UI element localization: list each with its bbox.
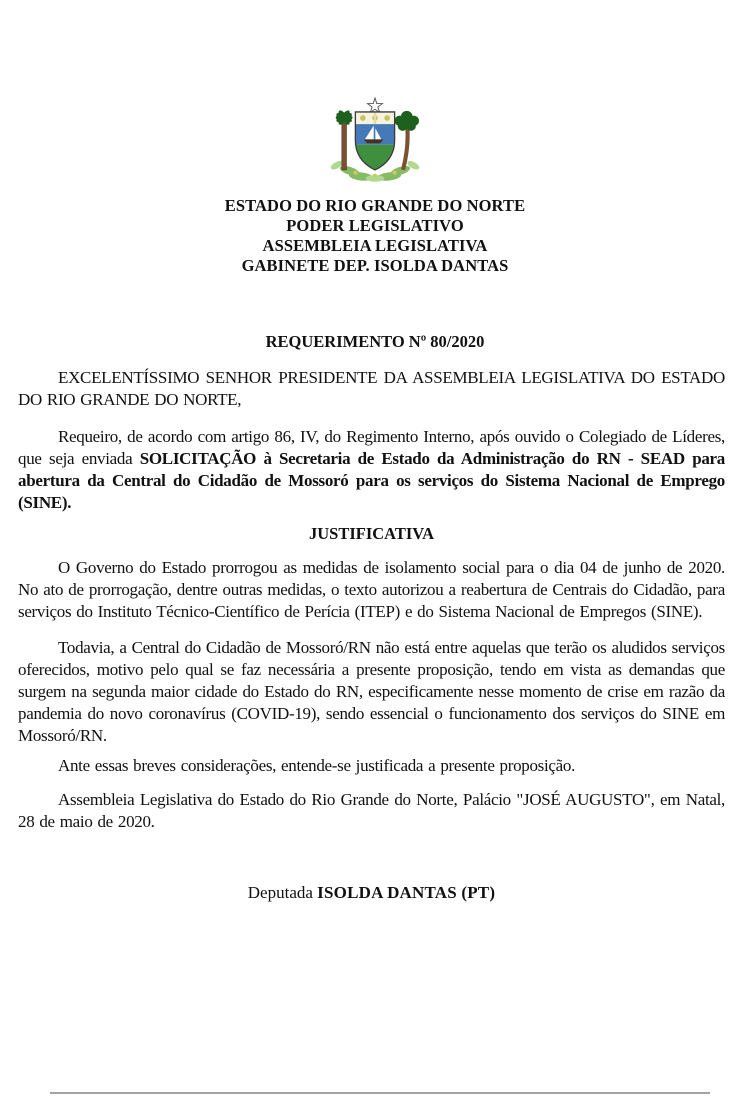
letterhead-line-assembly: ASSEMBLEIA LEGISLATIVA [262,236,488,255]
rn-coat-of-arms-icon [311,97,439,183]
request-regular-text: Requeiro, de acordo com artigo 86, IV, do Regimento Interno, após ouvido o Colegiado de Líderes, que seja enviada [18,427,725,468]
document-title: REQUERIMENTO Nº 80/2020 [265,332,485,351]
request-paragraph [18,426,725,514]
star [368,98,383,113]
justification-heading: JUSTIFICATIVA [308,524,434,543]
letterhead-line-office: GABINETE DEP. ISOLDA DANTAS [241,256,509,275]
justification-paragraph-2: Todavia, a Central do Cidadão de Mossoró/RN não está entre aquelas que terão os aludidos serviços oferecidos, motivo pelo qual se faz necessária a presente proposição, tendo em vista as demandas que surgem na segunda maior cidade do Estado do RN, especificamente nesse momento de crise em razão da pandemia do novo coronavírus (COVID-19), sendo essencial o funcionamento dos serviços do SINE em Mossoró/RN. [18,638,725,745]
signature-role: Deputada [247,883,318,902]
document-page [0,97,750,1098]
request-bold-text: SOLICITAÇÃO à Secretaria de Estado da Administração do RN - SEAD para abertura da Central do Cidadão de Mossoró para os serviços do Sistema Nacional de Emprego (SINE). [18,449,725,512]
letterhead-line-state: ESTADO DO RIO GRANDE DO NORTE [224,196,526,215]
footer-rule [50,1092,710,1094]
carnauba-palm [335,109,353,170]
closing-paragraph: Ante essas breves considerações, entende-se justificada a presente proposição. [58,756,576,775]
signature-name: ISOLDA DANTAS (PT) [317,883,496,902]
document-body [0,367,750,903]
date-location-paragraph: Assembleia Legislativa do Estado do Rio Grande do Norte, Palácio "JOSÉ AUGUSTO", em Natal, 28 de maio de 2020. [18,790,725,831]
justification-paragraph-1: O Governo do Estado prorrogou as medidas de isolamento social para o dia 04 de junho de 2020. No ato de prorrogação, dentre outras medidas, o texto autorizou a reabertura de Centrais do Cidadão, para serviços do Instituto Técnico-Científico de Perícia (ITEP) e do Sistema Nacional de Empregos (SINE). [18,558,725,621]
coconut-tree [395,111,419,170]
shield [355,112,394,171]
letterhead-line-branch: PODER LEGISLATIVO [286,216,464,235]
signature-line [18,883,725,903]
salutation-paragraph: EXCELENTÍSSIMO SENHOR PRESIDENTE DA ASSEMBLEIA LEGISLATIVA DO ESTADO DO RIO GRANDE DO NORTE, [18,368,725,409]
letterhead [0,196,750,276]
